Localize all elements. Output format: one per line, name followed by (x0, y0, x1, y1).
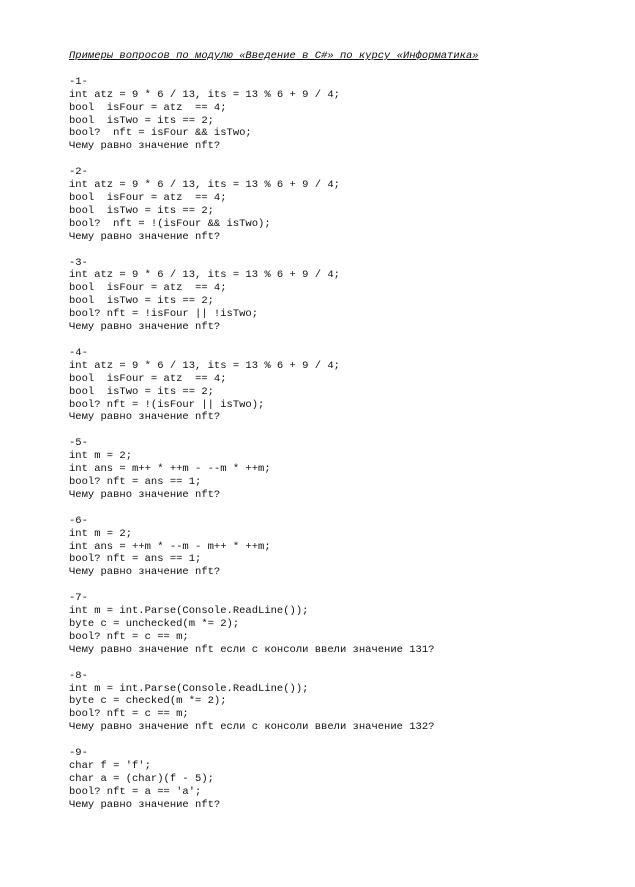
code-line: bool? nft = !(isFour || isTwo); (69, 398, 265, 411)
code-line: bool? nft = c == m; (69, 630, 189, 643)
code-line: int ans = ++m * --m - m++ * ++m; (69, 540, 271, 553)
code-line: char f = 'f'; (69, 759, 151, 772)
question-prompt: Чему равно значение nft если с консоли ввели значение 131? (69, 643, 435, 656)
question-block (69, 437, 609, 501)
code-line: bool? nft = !(isFour && isTwo); (69, 217, 271, 230)
code-line: bool isTwo = its == 2; (69, 295, 214, 308)
document-title: Примеры вопросов по модулю «Введение в C#» по курсу «Информатика» (69, 50, 479, 62)
code-line: int atz = 9 * 6 / 13, its = 13 % 6 + 9 / 4; (69, 88, 340, 101)
question-prompt: Чему равно значение nft? (69, 488, 221, 501)
question-prompt: Чему равно значение nft? (69, 411, 221, 424)
question-prompt: Чему равно значение nft? (69, 140, 221, 153)
code-line: bool isTwo = its == 2; (69, 114, 214, 127)
question-block (69, 592, 609, 656)
code-line: byte c = checked(m *= 2); (69, 695, 227, 708)
question-number: -4- (69, 346, 88, 359)
question-prompt: Чему равно значение nft? (69, 230, 221, 243)
question-block (69, 166, 609, 243)
code-line: byte c = unchecked(m *= 2); (69, 617, 240, 630)
question-prompt: Чему равно значение nft? (69, 321, 221, 334)
code-line: bool? nft = a == 'a'; (69, 785, 202, 798)
question-number: -7- (69, 592, 88, 605)
document-page (69, 50, 609, 825)
code-line: int m = int.Parse(Console.ReadLine()); (69, 682, 309, 695)
code-line: bool isFour = atz == 4; (69, 282, 227, 295)
code-line: bool isFour = atz == 4; (69, 372, 227, 385)
code-line: int atz = 9 * 6 / 13, its = 13 % 6 + 9 / 4; (69, 359, 340, 372)
question-number: -1- (69, 75, 88, 88)
code-line: bool isFour = atz == 4; (69, 192, 227, 205)
question-number: -5- (69, 437, 88, 450)
code-line: bool isFour = atz == 4; (69, 101, 227, 114)
question-block (69, 347, 609, 424)
code-line: int atz = 9 * 6 / 13, its = 13 % 6 + 9 / 4; (69, 269, 340, 282)
code-line: bool? nft = isFour && isTwo; (69, 127, 252, 140)
code-line: bool? nft = ans == 1; (69, 553, 202, 566)
code-line: int m = 2; (69, 527, 133, 540)
question-block (69, 257, 609, 334)
code-line: char a = (char)(f - 5); (69, 772, 214, 785)
question-block (69, 515, 609, 579)
question-number: -3- (69, 256, 88, 269)
question-list (69, 76, 609, 812)
question-number: -6- (69, 514, 88, 527)
question-prompt: Чему равно значение nft если с консоли ввели значение 132? (69, 721, 435, 734)
question-number: -2- (69, 166, 88, 179)
code-line: bool? nft = c == m; (69, 708, 189, 721)
code-line: bool isTwo = its == 2; (69, 204, 214, 217)
question-prompt: Чему равно значение nft? (69, 566, 221, 579)
question-number: -8- (69, 669, 88, 682)
code-line: int m = 2; (69, 450, 133, 463)
question-number: -9- (69, 747, 88, 760)
code-line: bool? nft = ans == 1; (69, 475, 202, 488)
code-line: bool? nft = !isFour || !isTwo; (69, 308, 259, 321)
code-line: int atz = 9 * 6 / 13, its = 13 % 6 + 9 / 4; (69, 179, 340, 192)
code-line: int m = int.Parse(Console.ReadLine()); (69, 605, 309, 618)
code-line: bool isTwo = its == 2; (69, 385, 214, 398)
question-block (69, 670, 609, 734)
question-block (69, 747, 609, 811)
code-line: int ans = m++ * ++m - --m * ++m; (69, 463, 271, 476)
question-prompt: Чему равно значение nft? (69, 798, 221, 811)
question-block (69, 76, 609, 153)
